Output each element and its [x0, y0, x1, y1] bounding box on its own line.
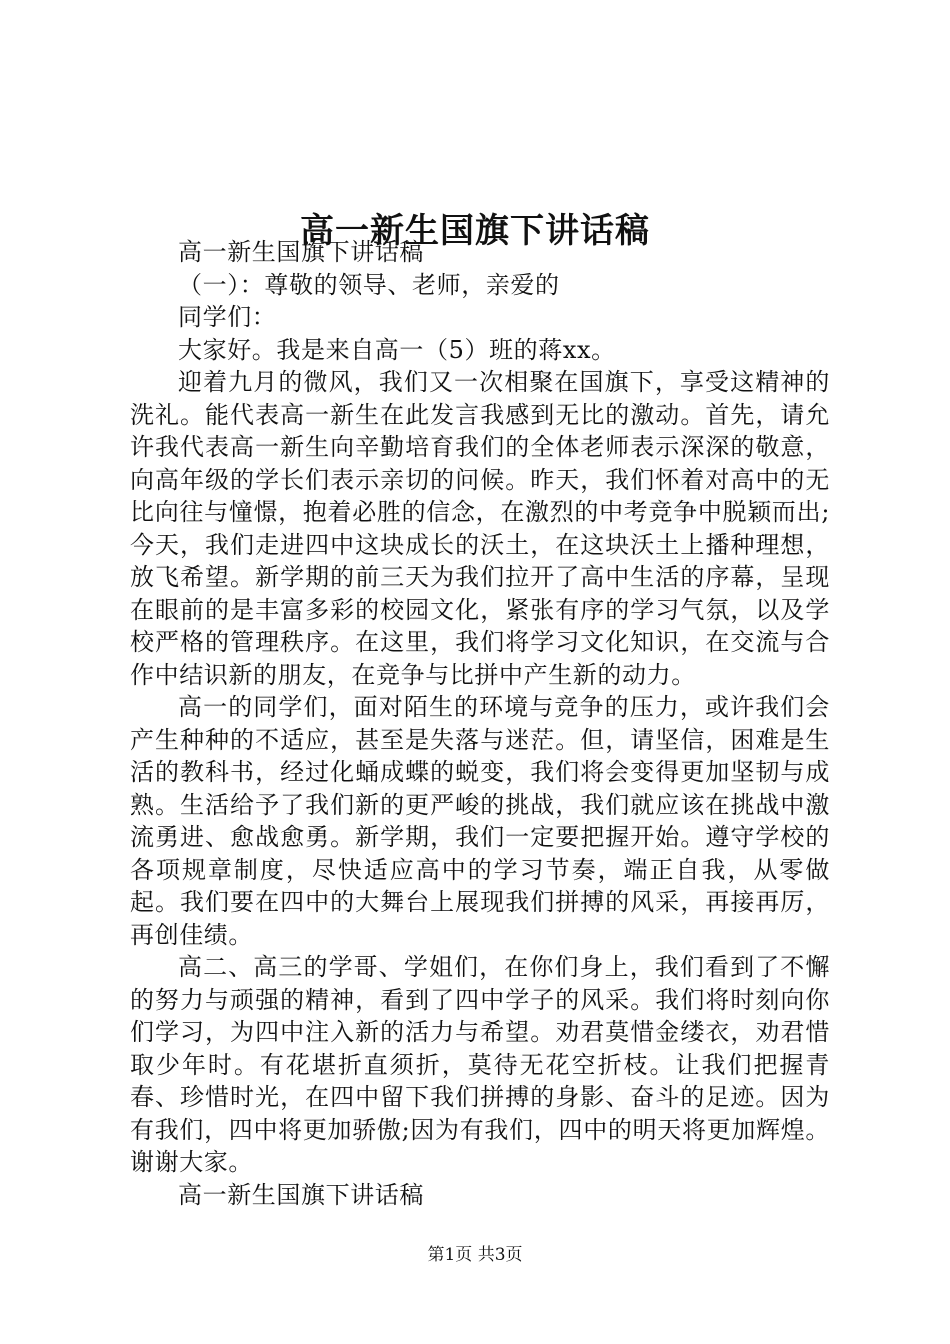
page-footer: 第1页 共3页	[427, 1245, 523, 1265]
paragraph-body: 高一的同学们，面对陌生的环境与竞争的压力，或许我们会产生种种的不适应，甚至是失落与迷茫。但，请坚信，困难是生活的教科书，经过化蛹成蝶的蜕变，我们将会变得更加坚韧与成熟。生活给予了我们新的更严峻的挑战，我们就应该在挑战中激流勇进、愈战愈勇。新学期，我们一定要把握开始。遵守学校的各项规章制度，尽快适应高中的学习节奏，端正自我，从零做起。我们要在四中的大舞台上展现我们拼搏的风采，再接再厉，再创佳绩。	[130, 693, 830, 949]
document-title: 高一新生国旗下讲话稿	[300, 210, 650, 251]
paragraph-subtitle: 高一新生国旗下讲话稿	[178, 238, 424, 266]
paragraph-salutation-cont: 同学们：	[178, 303, 277, 331]
paragraph-greeting: 大家好。我是来自高一（5）班的蒋xx。	[178, 335, 616, 364]
paragraph-next-title: 高一新生国旗下讲话稿	[178, 1180, 424, 1209]
paragraph-body: 高二、高三的学哥、学姐们，在你们身上，我们看到了不懈的努力与顽强的精神，看到了四中学子的风采。我们将时刻向你们学习，为四中注入新的活力与希望。劝君莫惜金缕衣，劝君惜取少年时。有花堪折直须折，莫待无花空折枝。让我们把握青春、珍惜时光，在四中留下我们拼搏的身影、奋斗的足迹。因为有我们，四中将更加骄傲;因为有我们，四中的明天将更加辉煌。谢谢大家。	[130, 953, 830, 1176]
document-body	[130, 236, 830, 1211]
paragraph-salutation: （一）：尊敬的领导、老师，亲爱的	[178, 270, 560, 299]
paragraph-body: 迎着九月的微风，我们又一次相聚在国旗下，享受这精神的洗礼。能代表高一新生在此发言我感到无比的激动。首先，请允许我代表高一新生向辛勤培育我们的全体老师表示深深的敬意，向高年级的学长们表示亲切的问候。昨天，我们怀着对高中的无比向往与憧憬，抱着必胜的信念，在激烈的中考竞争中脱颖而出;今天，我们走进四中这块成长的沃土，在这块沃土上播种理想，放飞希望。新学期的前三天为我们拉开了高中生活的序幕，呈现在眼前的是丰富多彩的校园文化，紧张有序的学习气氛，以及学校严格的管理秩序。在这里，我们将学习文化知识，在交流与合作中结识新的朋友，在竞争与比拼中产生新的动力。	[130, 368, 830, 689]
